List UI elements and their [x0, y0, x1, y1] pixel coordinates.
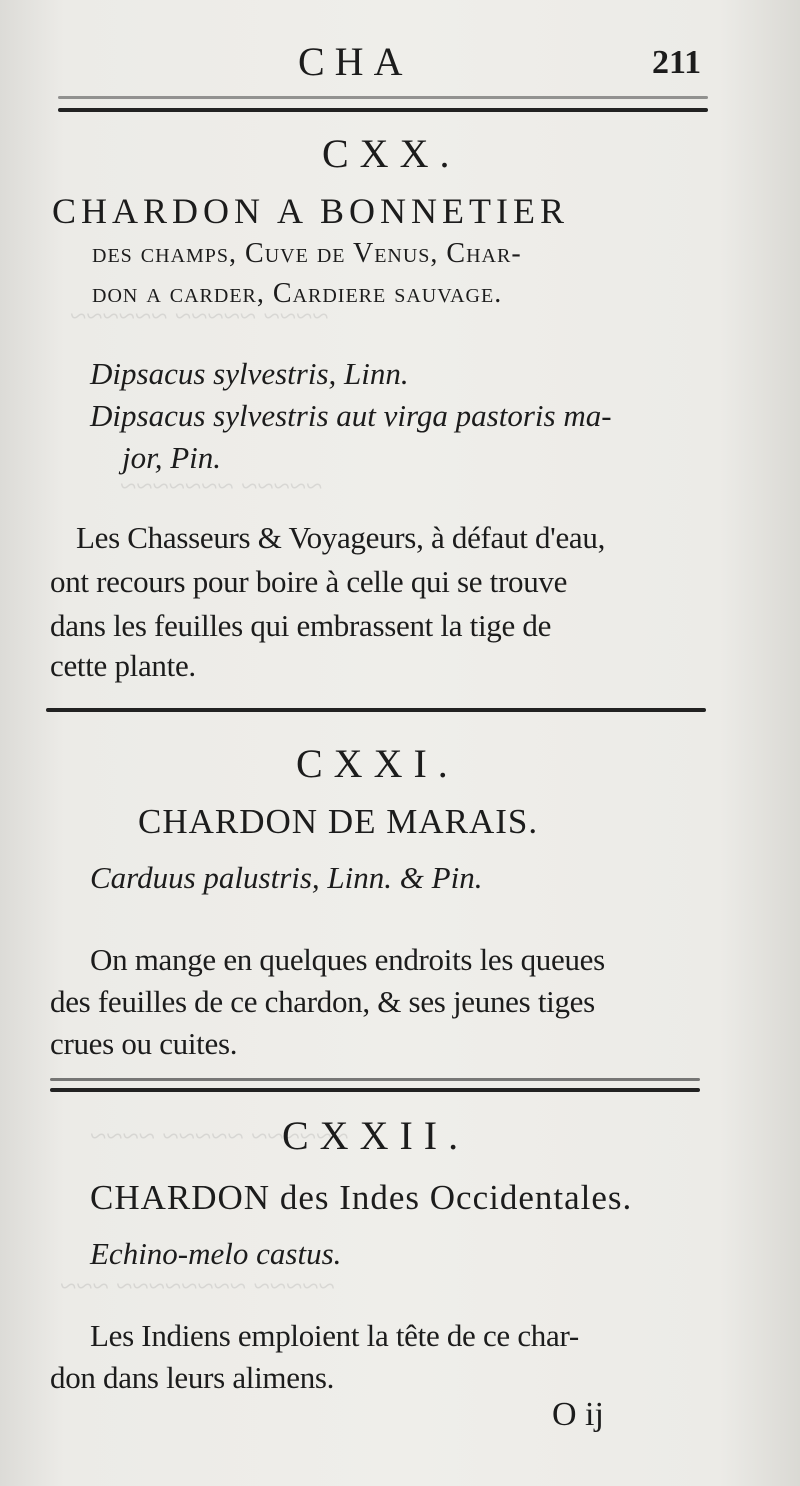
entry-numeral: CXX.: [322, 131, 461, 176]
entry-title-continuation: don a carder, Cardiere sauvage.: [92, 278, 503, 309]
running-title: CHA: [298, 39, 413, 84]
entry-text-line: On mange en quelques endroits les queues: [90, 942, 605, 977]
latin-name: jor, Pin.: [122, 440, 222, 475]
latin-name: Carduus palustris, Linn. & Pin.: [90, 860, 483, 895]
latin-name: Dipsacus sylvestris, Linn.: [90, 356, 409, 391]
entry-text-line: crues ou cuites.: [50, 1026, 238, 1061]
signature-mark: O ij: [552, 1396, 604, 1433]
entry-title: CHARDON des Indes Occidentales.: [90, 1178, 633, 1217]
entry-title: CHARDON DE MARAIS.: [138, 802, 539, 841]
entry-text-line: dans les feuilles qui embrassent la tige de: [50, 608, 552, 643]
bleed-through-text: ~~~~ ~~~~~ ~~~~~~: [70, 300, 329, 333]
entry-title: CHARDON A BONNETIER: [52, 191, 570, 231]
latin-name: Dipsacus sylvestris aut virga pastoris ma-: [90, 398, 612, 433]
entry-text-line: ont recours pour boire à celle qui se trouve: [50, 564, 568, 599]
entry-text-line: don dans leurs alimens.: [50, 1360, 335, 1395]
page-number: 211: [652, 44, 702, 81]
section-rule: [50, 1088, 700, 1092]
bleed-through-text: ~~~~~~ ~~~~~ ~~~~: [90, 1120, 349, 1153]
entry-text-line: des feuilles de ce chardon, & ses jeunes tiges: [50, 984, 595, 1019]
entry-text-line: Les Chasseurs & Voyageurs, à défaut d'eau,: [76, 520, 606, 555]
entry-numeral: CXXII.: [282, 1113, 470, 1158]
entry-title-continuation: des champs, Cuve de Venus, Char-: [92, 238, 522, 269]
section-rule: [46, 708, 706, 712]
header-rule-shadow: [58, 96, 708, 99]
bleed-through-text: ~~~~~ ~~~~~~~: [120, 470, 323, 503]
entry-text-line: cette plante.: [50, 648, 196, 683]
section-rule-shadow: [50, 1078, 700, 1081]
entry-text-line: Les Indiens emploient la tête de ce char-: [90, 1318, 579, 1353]
bleed-through-text: ~~~~~ ~~~~~~~~ ~~~: [60, 1270, 335, 1303]
header-rule: [58, 108, 708, 112]
latin-name: Echino-melo castus.: [90, 1236, 342, 1271]
entry-numeral: CXXI.: [296, 741, 459, 786]
